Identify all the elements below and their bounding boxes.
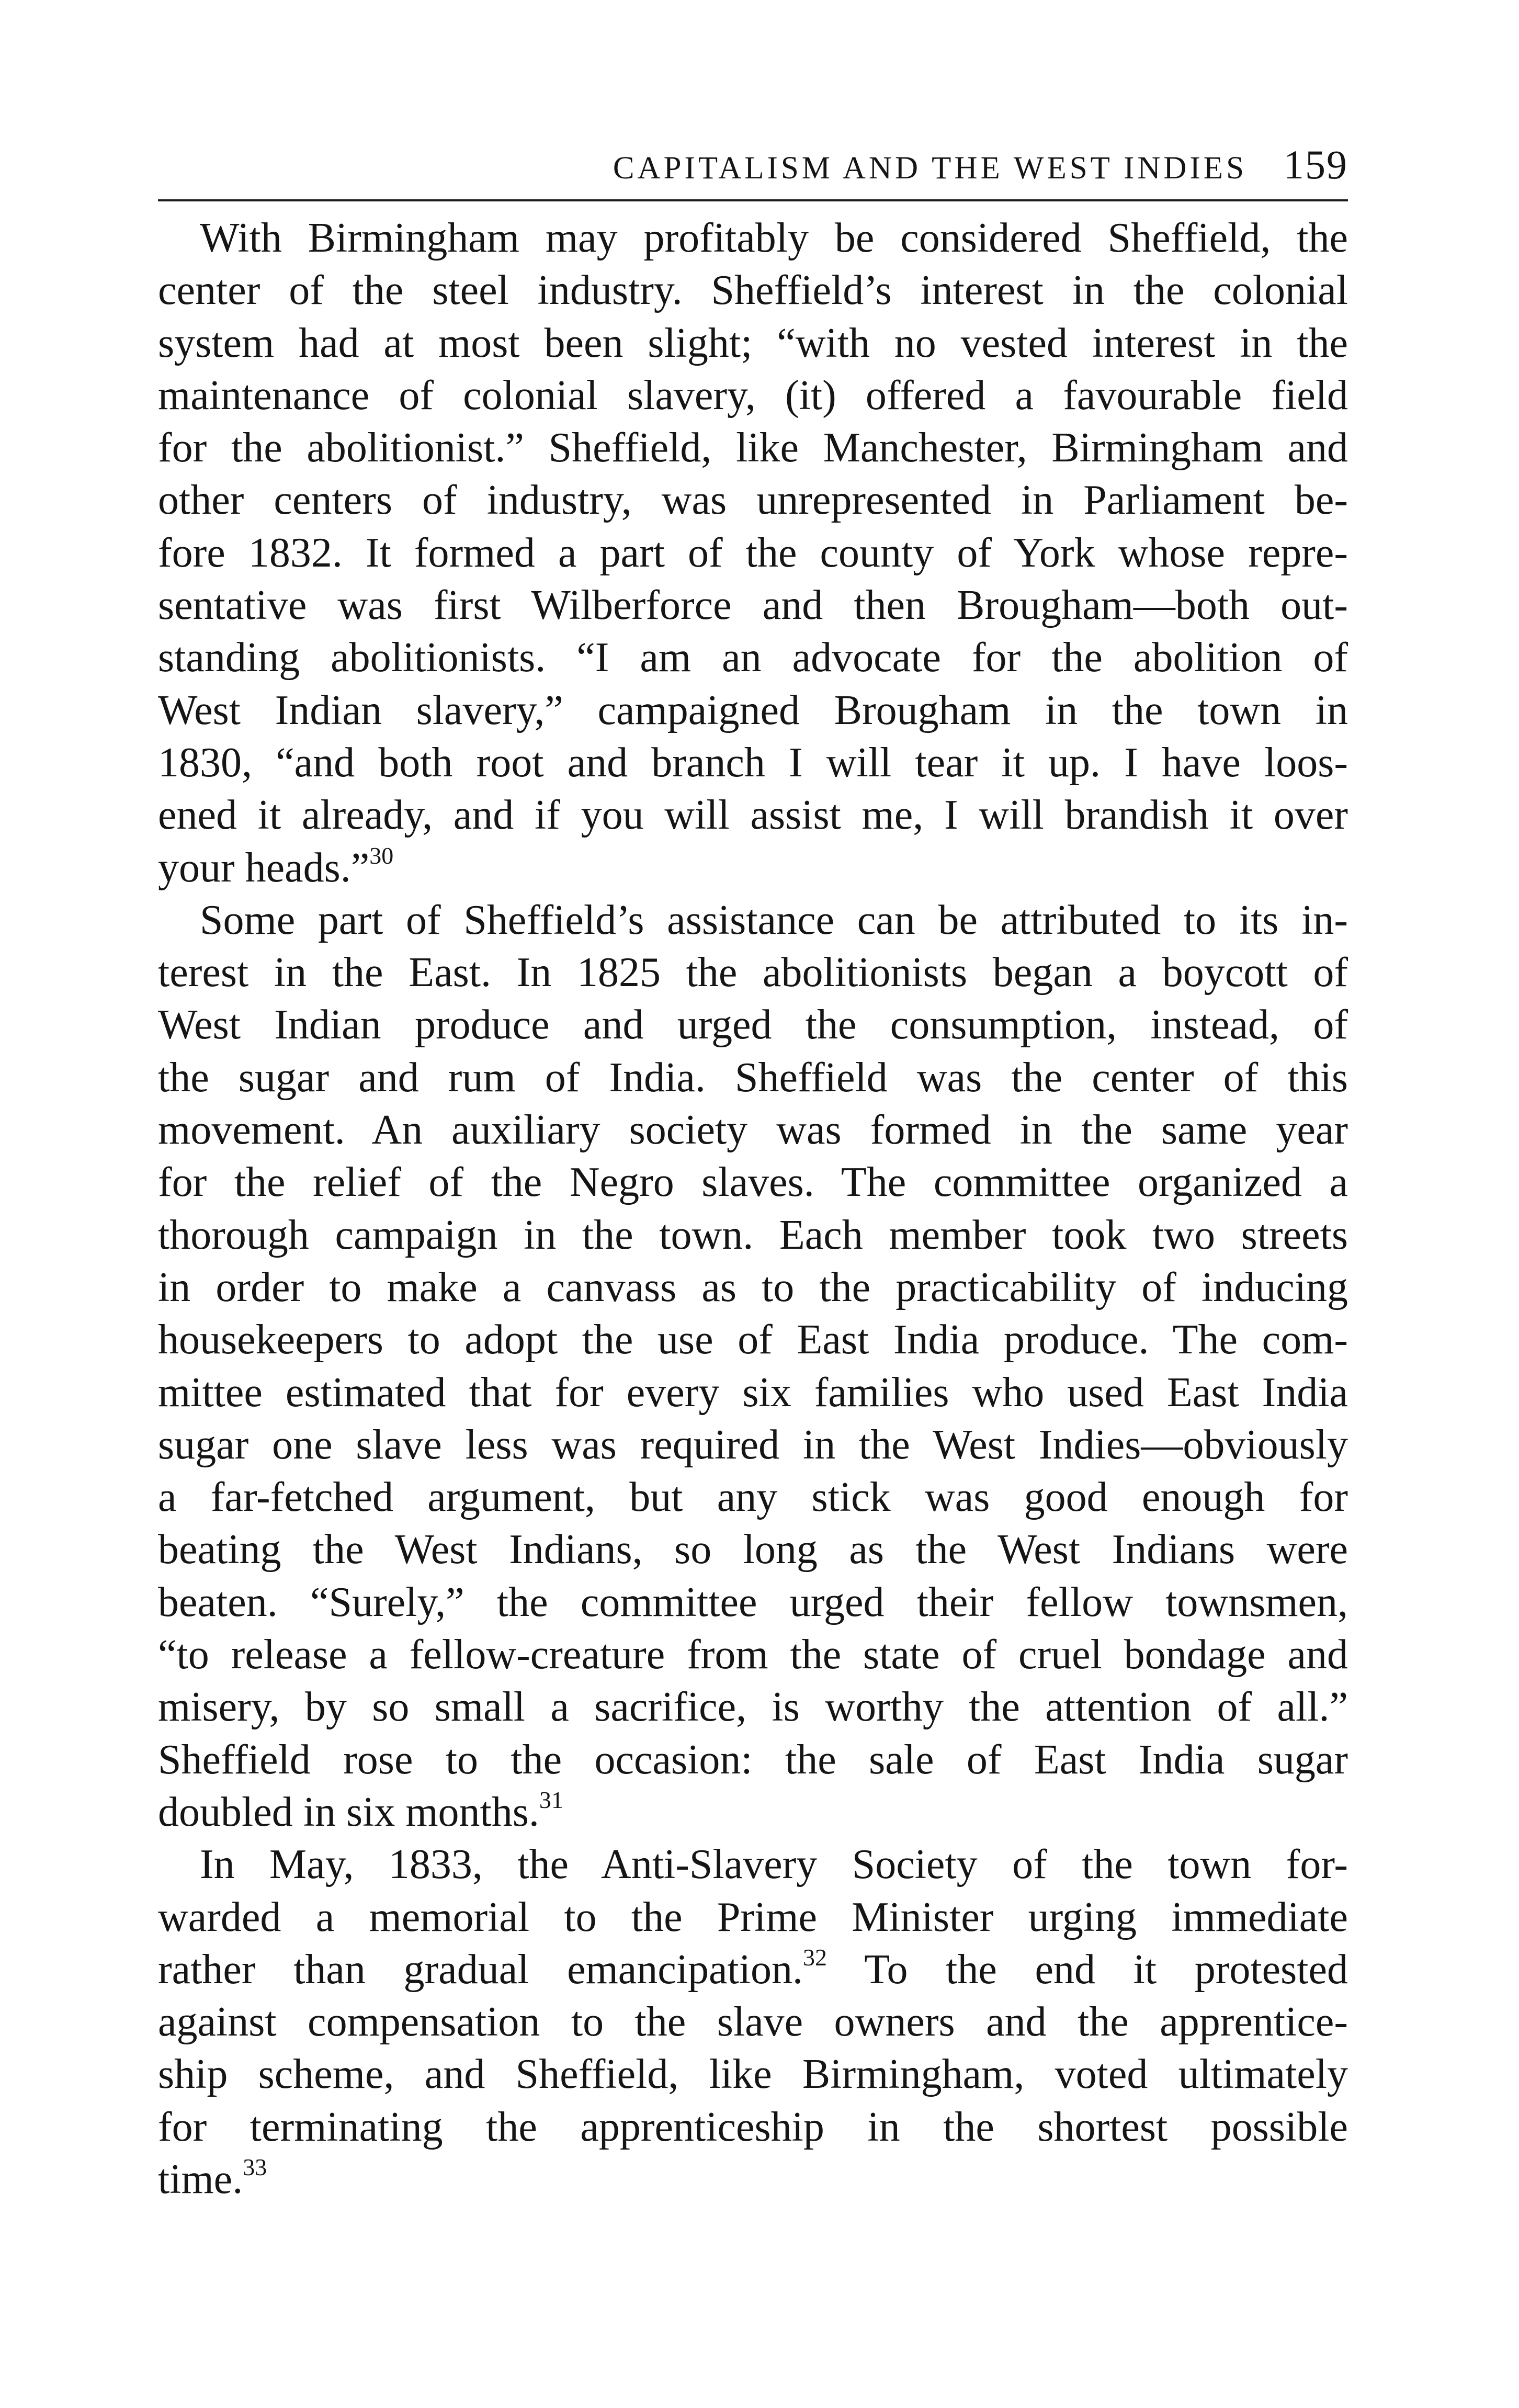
text-line: ship scheme, and Sheffield, like Birmingham, voted ultimately: [158, 2051, 1348, 2098]
text-line: sentative was first Wilberforce and then Brougham—both out-: [158, 582, 1348, 629]
footnote-ref-31: 31: [539, 1786, 563, 1813]
footnote-ref-30: 30: [369, 842, 394, 869]
paragraph-2: [158, 894, 1348, 1838]
text-line: mittee estimated that for every six families who used East India: [158, 1369, 1348, 1416]
running-title: CAPITALISM AND THE WEST INDIES: [613, 151, 1247, 186]
text-line: thorough campaign in the town. Each member took two streets: [158, 1212, 1348, 1258]
text-line: ened it already, and if you will assist me, I will brandish it over: [158, 792, 1348, 839]
text-line: beaten. “Surely,” the committee urged their fellow townsmen,: [158, 1579, 1348, 1625]
text-line: fore 1832. It formed a part of the county of York whose repre-: [158, 529, 1348, 576]
text-line-last: [158, 1786, 1348, 1838]
text-line-text: your heads.”: [158, 844, 370, 891]
text-line: misery, by so small a sacrifice, is worthy the attention of all.”: [158, 1684, 1348, 1731]
paragraph-3: [158, 1838, 1348, 2206]
text-line: for the relief of the Negro slaves. The committee organized a: [158, 1159, 1348, 1206]
text-line: In May, 1833, the Anti-Slavery Society of the town for-: [200, 1841, 1348, 1888]
footnote-ref-33: 33: [243, 2153, 267, 2180]
text-line: “to release a fellow-creature from the state of cruel bondage and: [158, 1632, 1348, 1678]
text-line: movement. An auxiliary society was formed in the same year: [158, 1107, 1348, 1154]
text-line: for the abolitionist.” Sheffield, like Manchester, Birmingham and: [158, 425, 1348, 471]
text-line: in order to make a canvass as to the practicability of inducing: [158, 1264, 1348, 1310]
book-page: [158, 141, 1348, 2206]
text-line: terest in the East. In 1825 the abolitionists began a boycott of: [158, 949, 1348, 996]
text-line: system had at most been slight; “with no vested interest in the: [158, 320, 1348, 366]
text-line: for terminating the apprenticeship in the shortest possible: [158, 2104, 1348, 2150]
text-line: Sheffield rose to the occasion: the sale of East India sugar: [158, 1736, 1348, 1783]
text-line: other centers of industry, was unrepresented in Parliament be-: [158, 477, 1348, 524]
text-line-with-note: [158, 1943, 1348, 1996]
text-line-text: doubled in six months.: [158, 1789, 539, 1835]
text-line: standing abolitionists. “I am an advocate for the abolition of: [158, 635, 1348, 681]
text-line: With Birmingham may profitably be considered Sheffield, the: [200, 215, 1348, 261]
text-line: beating the West Indians, so long as the West Indians were: [158, 1527, 1348, 1573]
paragraph-1: [158, 212, 1348, 894]
text-line: housekeepers to adopt the use of East India produce. The com-: [158, 1317, 1348, 1363]
text-line: warded a memorial to the Prime Minister urging immediate: [158, 1894, 1348, 1940]
text-line-text: rather than gradual emancipation.: [158, 1946, 803, 1993]
body-text: [158, 212, 1348, 2206]
text-line: Some part of Sheffield’s assistance can be attributed to its in-: [200, 897, 1348, 943]
text-line-last: [158, 2153, 1348, 2206]
text-line: the sugar and rum of India. Sheffield was the center of this: [158, 1054, 1348, 1101]
text-line: 1830, “and both root and branch I will tear it up. I have loos-: [158, 739, 1348, 786]
text-line-text: To the end it protested: [827, 1946, 1348, 1993]
running-header: [158, 141, 1348, 201]
text-line: center of the steel industry. Sheffield’s interest in the colonial: [158, 267, 1348, 314]
text-line: sugar one slave less was required in the West Indies—obviously: [158, 1421, 1348, 1468]
text-line-last: [158, 842, 1348, 894]
text-line-text: time.: [158, 2156, 243, 2202]
text-line: against compensation to the slave owners and the apprentice-: [158, 1999, 1348, 2045]
footnote-ref-32: 32: [803, 1943, 827, 1971]
text-line: West Indian slavery,” campaigned Brougham in the town in: [158, 687, 1348, 733]
text-line: maintenance of colonial slavery, (it) offered a favourable field: [158, 372, 1348, 419]
text-line: West Indian produce and urged the consumption, instead, of: [158, 1002, 1348, 1048]
text-line: a far-fetched argument, but any stick was good enough for: [158, 1474, 1348, 1521]
page-number: 159: [1284, 142, 1348, 187]
